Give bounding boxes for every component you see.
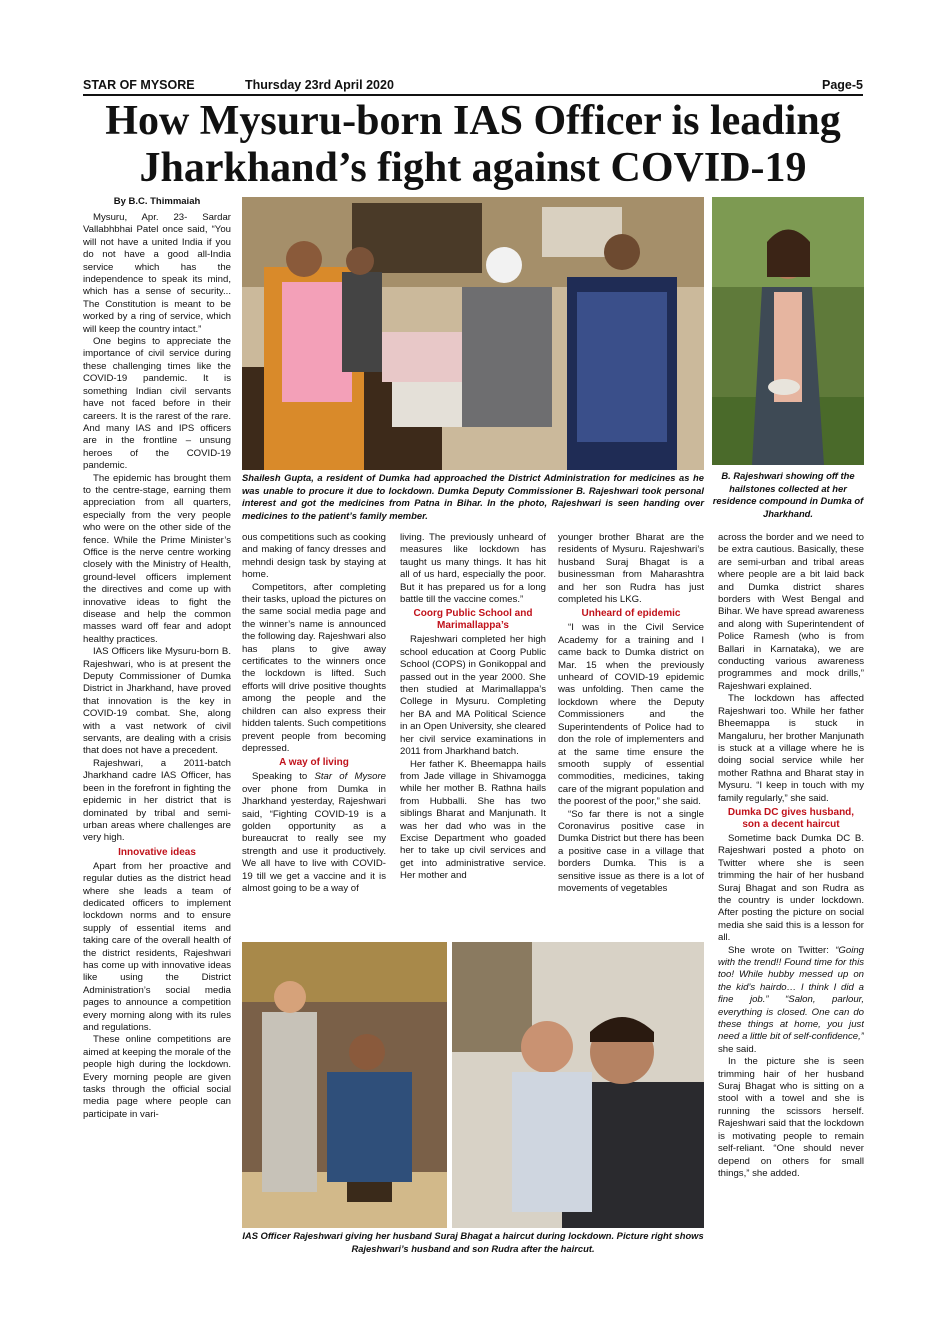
- paragraph: Competitors, after completing their tasks, upload the pictures on the same social media page and the winner’s name is announced the following day. Rajeshwari also has plans to give away certificates to the winners once the lockdown is lifted. Such efforts will drive positive thoughts among the people and the children can also express their hidden talents. Such competitions prevent people from becoming depressed.: [242, 581, 386, 754]
- paragraph: Apart from her proactive and regular duties as the district head where she leads a team of dedicated officers to implement lockdown norms and to ensure supply of essential items and taking care of the overall health of the district residents, Rajeshwari has come up with innovative ideas like using the District Administration’s social media pages to announce a competition every morning along with its rules and regulations.: [83, 860, 231, 1033]
- headline-line-2: Jharkhand’s fight against COVID-19: [139, 145, 807, 191]
- paragraph: Sometime back Dumka DC B. Rajeshwari posted a photo on Twitter where she is seen trimming the hair of her husband Suraj Bhagat and son Rudra as the country is under lockdown. After posting the picture on social media she said this is a lesson for all.: [718, 832, 864, 944]
- paragraph: These online competitions are aimed at keeping the morale of the people high during the lockdown. Every morning people are given tasks through the official social media page where people can participate in vari-: [83, 1034, 231, 1120]
- text-run: she said.: [718, 1043, 757, 1055]
- byline: By B.C. Thimmaiah: [113, 196, 201, 207]
- column-2: [242, 532, 386, 937]
- paragraph: “I was in the Civil Service Academy for a training and I came back to Dumka district on Mar. 15 when the previously unheard of COVID-19 epidemic was unfolding. Then came the lockdown where the Deputy Commissioners and the Superintendents of Police had to don the role of implementers and at the same time ensure the smooth supply of essential commodities, medicines, taking care of the migrant population and the poorest of the poor,” she said.: [558, 622, 704, 808]
- paragraph: One begins to appreciate the importance of civil service during these challenging times like the COVID-19 pandemic. It is something Indian civil servants have not faced before in their careers. It is the rarest of the rare. And many IAS and IPS officers are in the frontline – unsung heroes of the COVID-19 pandemic.: [83, 336, 231, 472]
- column-1: [83, 212, 231, 1292]
- paragraph: [242, 771, 386, 895]
- text-run: She wrote on Twitter:: [728, 944, 836, 956]
- text-run: over phone from Dumka in Jharkhand yesterday, Rajeshwari said, “Fighting COVID-19 is a golden opportunity as a bureaucrat to really see my strength and use it productively. We all have to live with COVID-19 till we get a vaccine and it is almost going to be a way of: [242, 783, 386, 894]
- paper-name: STAR OF MYSORE: [83, 78, 195, 92]
- paragraph: younger brother Bharat are the residents of Mysuru. Rajeshwari’s husband Suraj Bhagat is a businessman from Maharashtra and her son Rudra has just completed his LKG.: [558, 532, 704, 606]
- subheading: A way of living: [279, 757, 349, 769]
- subheading: Coorg Public School and Marimallappa’s: [413, 608, 533, 632]
- page-number: Page-5: [822, 78, 863, 92]
- headline: [70, 98, 876, 192]
- paragraph: Mysuru, Apr. 23- Sardar Vallabhbhai Patel once said, “You will not have a united India if you do not have a good all-India service which has the independence to speak its mind, which has a sense of security... The Constitution is meant to be worked by a ring of service, which will keep the country intact.”: [83, 212, 231, 335]
- paragraph: The epidemic has brought them to the centre-stage, earning them appreciation from all quarters, especially from the very people who were on the other side of the fence. While the Prime Minister’s Office is the nerve centre working closely with the Ministry of Health, ground-level officers implement the directives and come up with innovative ideas to fight the disease and help the common masses ward off fear and adopt healthy practices.: [83, 472, 231, 645]
- subheading: Innovative ideas: [118, 846, 196, 858]
- paragraph: In the picture she is seen trimming hair of her husband Suraj Bhagat who is sitting on a stool with a towel and she is running the scissors herself. Rajeshwari said that the lockdown is motivating people to remain self-reliant. “One should never depend on others for small things,” she added.: [718, 1056, 864, 1179]
- office-scene-image: [242, 197, 704, 470]
- haircut-image: [242, 942, 447, 1228]
- tweet-quote: “Going with the trend!! Found time for this too! While hubby messed up on the kid’s hairdo… I think I did a fine job.” “Salon, parlour, everything is closed. One can do these things at home, you just need a little bit of self-confidence,”: [718, 944, 864, 1043]
- paragraph: [718, 945, 864, 1057]
- column-3: [400, 532, 546, 937]
- paragraph: The lockdown has affected Rajeshwari too. While her father Bheemappa is stuck in Mangaluru, her brother Manjunath is stuck at a village where he is doing social service while her mother Rathna and Bharat stay in Mysuru. “I keep in touch with my family regularly,” she said.: [718, 693, 864, 804]
- subheading: Dumka DC gives husband, son a decent haircut: [727, 806, 855, 830]
- main-photo-caption: Shailesh Gupta, a resident of Dumka had approached the District Administration for medicines as he was unable to procure it due to lockdown. Dumka Deputy Commissioner B. Rajeshwari took personal interest and got the medicines from Patna in Bihar. In the photo, Rajeshwari is seen handing over medicines to the patient’s family member.: [242, 472, 704, 521]
- column-4: [558, 532, 704, 937]
- paragraph: Rajeshwari, a 2011-batch Jharkhand cadre IAS Officer, has been in the forefront in fighting the epidemic in her district that is dominated by tribal and semi-urban areas where challenges are very high.: [83, 757, 231, 844]
- column-5: [718, 532, 864, 1292]
- paragraph: IAS Officers like Mysuru-born B. Rajeshwari, who is at present the Deputy Commissioner of Dumka District in Jharkhand, have proved that innovation is the key in COVID-19 combat. She, along with a vast network of civil servants, are dealing with a crisis that does not have a precedent.: [83, 646, 231, 757]
- side-photo-caption: B. Rajeshwari showing off the hailstones collected at her residence compound in Dumka of Jharkhand.: [712, 470, 864, 519]
- masthead: [83, 76, 863, 94]
- paragraph: “So far there is not a single Coronavirus positive case in Dumka District but there has been a positive case in a village that borders Dumka. This is a sensitive issue as there is a lot of movements of vegetables: [558, 808, 704, 894]
- haircut-photo: [242, 942, 447, 1228]
- father-son-photo: [452, 942, 704, 1228]
- main-photo: [242, 197, 704, 470]
- bottom-photos-caption: IAS Officer Rajeshwari giving her husband Suraj Bhagat a haircut during lockdown. Picture right shows Rajeshwari’s husband and son Rudra after the haircut.: [242, 1230, 704, 1254]
- paragraph: living. The previously unheard of measures like lockdown has taught us many things. It has hit all of us hard, especially the poor. But it has prepared us for a long battle till the vaccine comes.”: [400, 532, 546, 606]
- side-photo: [712, 197, 864, 465]
- paper-name-italic: Star of Mysore: [314, 771, 386, 783]
- subheading: Unheard of epidemic: [581, 608, 681, 620]
- paragraph: Her father K. Bheemappa hails from Jade village in Shivamogga while her mother B. Rathna hails from Hubballi. She has two siblings Bharat and Manjunath. It was her dad who was in the Excise Department who goaded her to take up civil services and get into administrative service. Her mother and: [400, 758, 546, 882]
- father-son-image: [452, 942, 704, 1228]
- paragraph: Rajeshwari completed her high school education at Coorg Public School (COPS) in Gonikoppal and passed out in the year 2000. She then studied at Marimallappa’s College in Mysuru. Completing her BA and MA Political Science in an Open University, she cleared her civil service examinations in 2011 from Jharkhand batch.: [400, 634, 546, 758]
- issue-date: Thursday 23rd April 2020: [245, 78, 394, 92]
- text-run: Speaking to: [252, 771, 315, 783]
- paragraph: ous competitions such as cooking and making of fancy dresses and mehndi design task by staying at home.: [242, 532, 386, 581]
- masthead-rule: [83, 94, 863, 96]
- hailstones-image: [712, 197, 864, 465]
- headline-line-1: How Mysuru-born IAS Officer is leading: [105, 98, 841, 144]
- paragraph: across the border and we need to be extra cautious. Basically, these are semi-urban and tribal areas where people are a bit laid back and Dumka district shares borders with West Bengal and Bihar. We have spread awareness and along with Superintendent of Police Ramesh (who is from Ballari in Karnataka), we are conducting various awareness programmes and mock drills,” Rajeshwari explained.: [718, 532, 864, 692]
